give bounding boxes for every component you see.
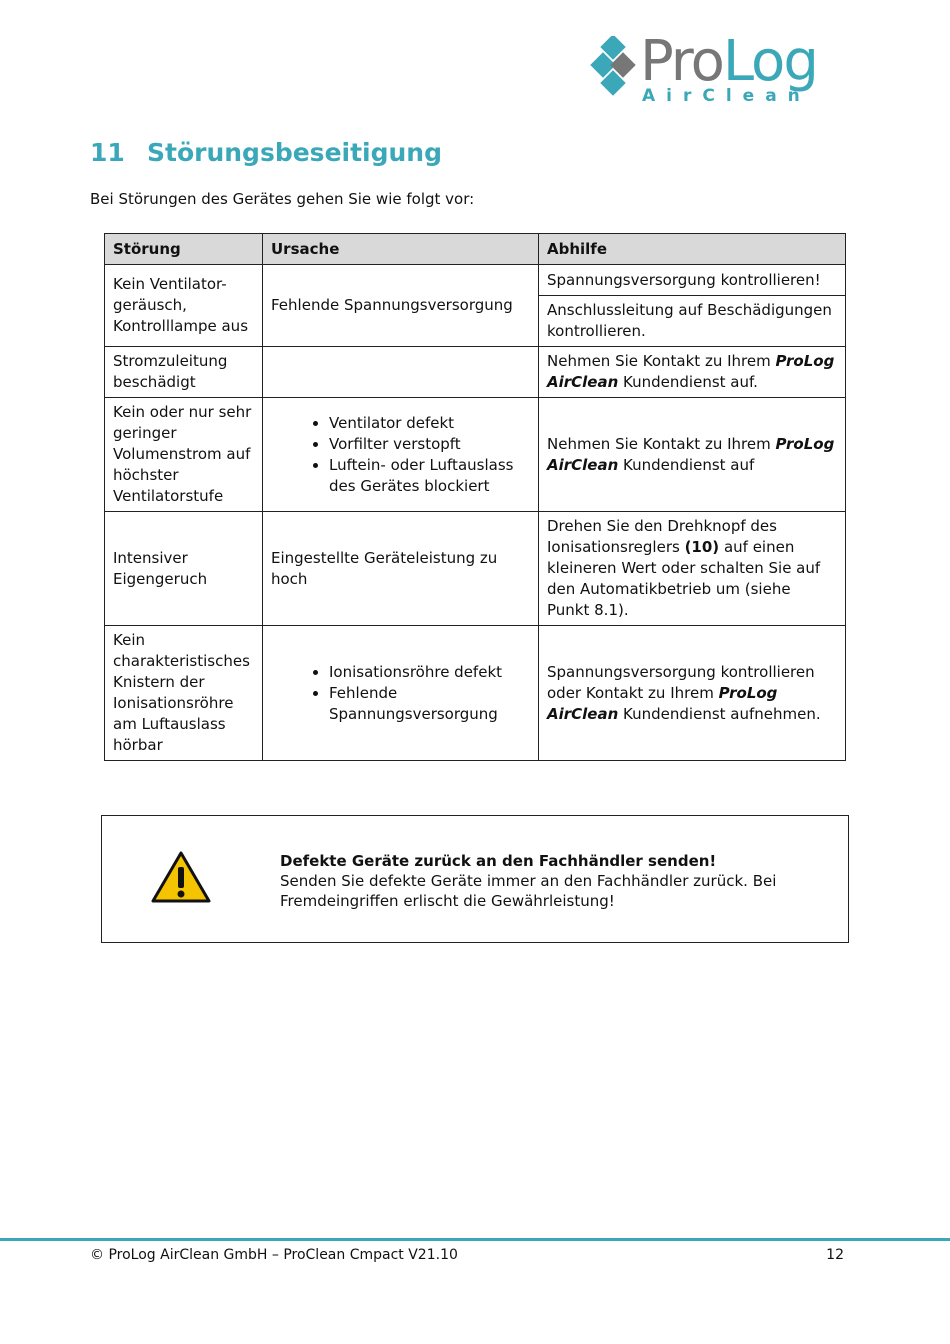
section-heading — [90, 138, 442, 167]
cell-abhilfe — [539, 347, 846, 398]
cell-abhilfe — [539, 398, 846, 512]
abhilfe-text: Nehmen Sie Kontakt zu Ihrem — [547, 434, 776, 453]
troubleshooting-table — [104, 233, 846, 761]
section-number: 11 — [90, 138, 125, 167]
cell-ursache — [263, 398, 539, 512]
abhilfe-text: Kundendienst auf. — [618, 373, 758, 391]
table-row — [105, 626, 846, 761]
list-item: • Vorfilter verstopft — [329, 434, 530, 455]
cell-abhilfe: Anschlussleitung auf Beschädigungen kontrollieren. — [539, 296, 846, 347]
cell-stoerung: Kein charakteristisches Knistern der Ionisationsröhre am Luftauslass hörbar — [105, 626, 263, 761]
cell-ursache — [263, 347, 539, 398]
cell-ursache — [263, 626, 539, 761]
table-row — [105, 398, 846, 512]
cell-ursache: Fehlende Spannungsversorgung — [263, 265, 539, 347]
warning-body: Senden Sie defekte Geräte immer an den Fachhändler zurück. Bei Fremdeingriffen erlischt die Gewährleistung! — [280, 872, 777, 910]
logo-log-text: Log — [722, 29, 817, 94]
brand-name: ProLog AirClean — [547, 434, 835, 474]
section-title: Störungsbeseitigung — [147, 138, 442, 167]
warning-box — [101, 815, 849, 943]
warning-text — [280, 851, 820, 911]
prolog-logo — [590, 30, 850, 110]
table-header-row — [105, 234, 846, 265]
intro-text: Bei Störungen des Gerätes gehen Sie wie folgt vor: — [90, 190, 475, 208]
cell-abhilfe: Spannungsversorgung kontrollieren! — [539, 265, 846, 296]
cause-list — [271, 413, 530, 497]
list-item: • Fehlende Spannungsversorgung — [329, 683, 530, 725]
cell-stoerung: Stromzuleitung beschädigt — [105, 347, 263, 398]
warning-triangle-icon — [150, 850, 212, 908]
cause-list — [271, 662, 530, 725]
footer-divider — [0, 1238, 950, 1241]
table-row — [105, 512, 846, 626]
list-item: • Ionisationsröhre defekt — [329, 662, 530, 683]
abhilfe-text: Kundendienst auf — [618, 455, 755, 474]
cell-stoerung: Kein Ventilator-geräusch, Kontrolllampe aus — [105, 265, 263, 347]
table-row — [105, 265, 846, 296]
cell-stoerung: Kein oder nur sehr geringer Volumenstrom auf höchster Ventilatorstufe — [105, 398, 263, 512]
header-ursache: Ursache — [263, 234, 539, 265]
cell-abhilfe — [539, 512, 846, 626]
logo-wordmark — [640, 29, 817, 94]
brand-name: ProLog AirClean — [547, 352, 835, 391]
abhilfe-text: Drehen Sie den Drehknopf des Ionisationsreglers — [547, 517, 777, 556]
logo-diamonds-icon — [590, 36, 638, 100]
cell-abhilfe — [539, 626, 846, 761]
abhilfe-text: Kundendienst aufnehmen. — [618, 704, 821, 723]
logo-pro-text: Pro — [640, 29, 723, 94]
cell-stoerung: Intensiver Eigengeruch — [105, 512, 263, 626]
table-row — [105, 347, 846, 398]
warning-title: Defekte Geräte zurück an den Fachhändler senden! — [280, 852, 717, 870]
reference-number: (10) — [684, 538, 720, 556]
abhilfe-text: Nehmen Sie Kontakt zu Ihrem — [547, 352, 776, 370]
cell-ursache: Eingestellte Geräteleistung zu hoch — [263, 512, 539, 626]
logo-subtitle: AirClean — [642, 86, 811, 106]
list-item: • Luftein- oder Luftauslass des Gerätes blockiert — [329, 455, 530, 497]
page-number: 12 — [826, 1247, 844, 1263]
header-abhilfe: Abhilfe — [539, 234, 846, 265]
abhilfe-text: Spannungsversorgung kontrollieren oder Kontakt zu Ihrem — [547, 662, 815, 702]
footer-copyright: © ProLog AirClean GmbH – ProClean Cmpact V21.10 — [90, 1247, 458, 1263]
header-stoerung: Störung — [105, 234, 263, 265]
abhilfe-text: auf einen kleineren Wert oder schalten Sie auf den Automatikbetrieb um (siehe Punkt 8.1). — [547, 538, 821, 619]
brand-name: ProLog AirClean — [547, 683, 778, 723]
list-item: • Ventilator defekt — [329, 413, 530, 434]
